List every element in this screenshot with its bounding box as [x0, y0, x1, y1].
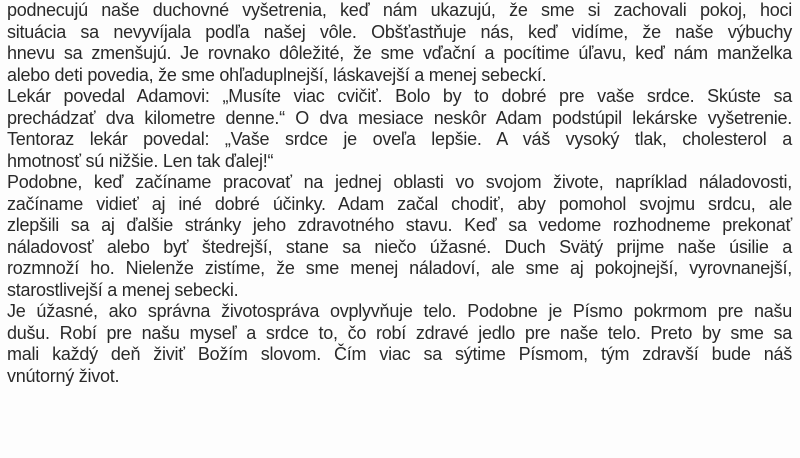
paragraph	[7, 0, 792, 86]
paragraph	[7, 172, 792, 301]
text-line: Je úžasné, ako správna životospráva ovplyvňuje telo. Podobne je Písmo pokrmom pre našu	[7, 301, 792, 321]
text-line: situácia sa nevyvíjala podľa našej vôle. Obšťastňuje nás, keď vidíme, že naše výbuchy	[7, 21, 792, 42]
text-line: podnecujú naše duchovné vyšetrenia, keď nám ukazujú, že sme si zachovali pokoj, hoci	[7, 0, 792, 20]
text-line: prechádzať dva kilometre denne.“ O dva mesiace neskôr Adam podstúpil lekárske vyšetrenie.	[7, 107, 792, 128]
text-line: Tentoraz lekár povedal: „Vaše srdce je oveľa lepšie. A váš vysoký tlak, cholesterol a	[7, 129, 792, 149]
document-body	[7, 0, 792, 387]
text-line: vnútorný život.	[7, 365, 120, 386]
text-line: starostlivejší a menej sebecki.	[7, 279, 239, 300]
text-line: hnevu sa zmenšujú. Je rovnako dôležité, že sme vďační a pocítime úľavu, keď nám manželka	[7, 43, 792, 63]
text-line: hmotnosť sú nižšie. Len tak ďalej!“	[7, 150, 274, 171]
paragraph	[7, 301, 792, 387]
text-line: Podobne, keď začíname pracovať na jednej oblasti vo svojom živote, napríklad náladovosti,	[7, 172, 792, 192]
text-line: mali každý deň živiť Božím slovom. Čím viac sa sýtime Písmom, tým zdravší bude náš	[7, 344, 792, 364]
text-line: alebo deti povedia, že sme ohľaduplnejší, láskavejší a menej sebeckí.	[7, 64, 547, 85]
text-line: náladovosť alebo byť štedrejší, stane sa niečo úžasné. Duch Svätý prijme naše úsilie a	[7, 236, 792, 257]
text-line: Lekár povedal Adamovi: „Musíte viac cvičiť. Bolo by to dobré pre vaše srdce. Skúste sa	[7, 86, 792, 106]
text-line: rozmnoží ho. Nielenže zistíme, že sme menej náladoví, ale sme aj pokojnejší, vyrovnanejší,	[7, 258, 792, 278]
text-line: zlepšili sa aj ďalšie stránky jeho zdravotného stavu. Keď sa vedome rozhodneme prekonať	[7, 215, 792, 235]
text-line: začíname vidieť aj iné dobré účinky. Adam začal chodiť, aby pomohol svojmu srdcu, ale	[7, 193, 792, 214]
paragraph	[7, 86, 792, 172]
text-line: dušu. Robí pre našu myseľ a srdce to, čo robí zdravé jedlo pre naše telo. Preto by sme sa	[7, 322, 792, 343]
